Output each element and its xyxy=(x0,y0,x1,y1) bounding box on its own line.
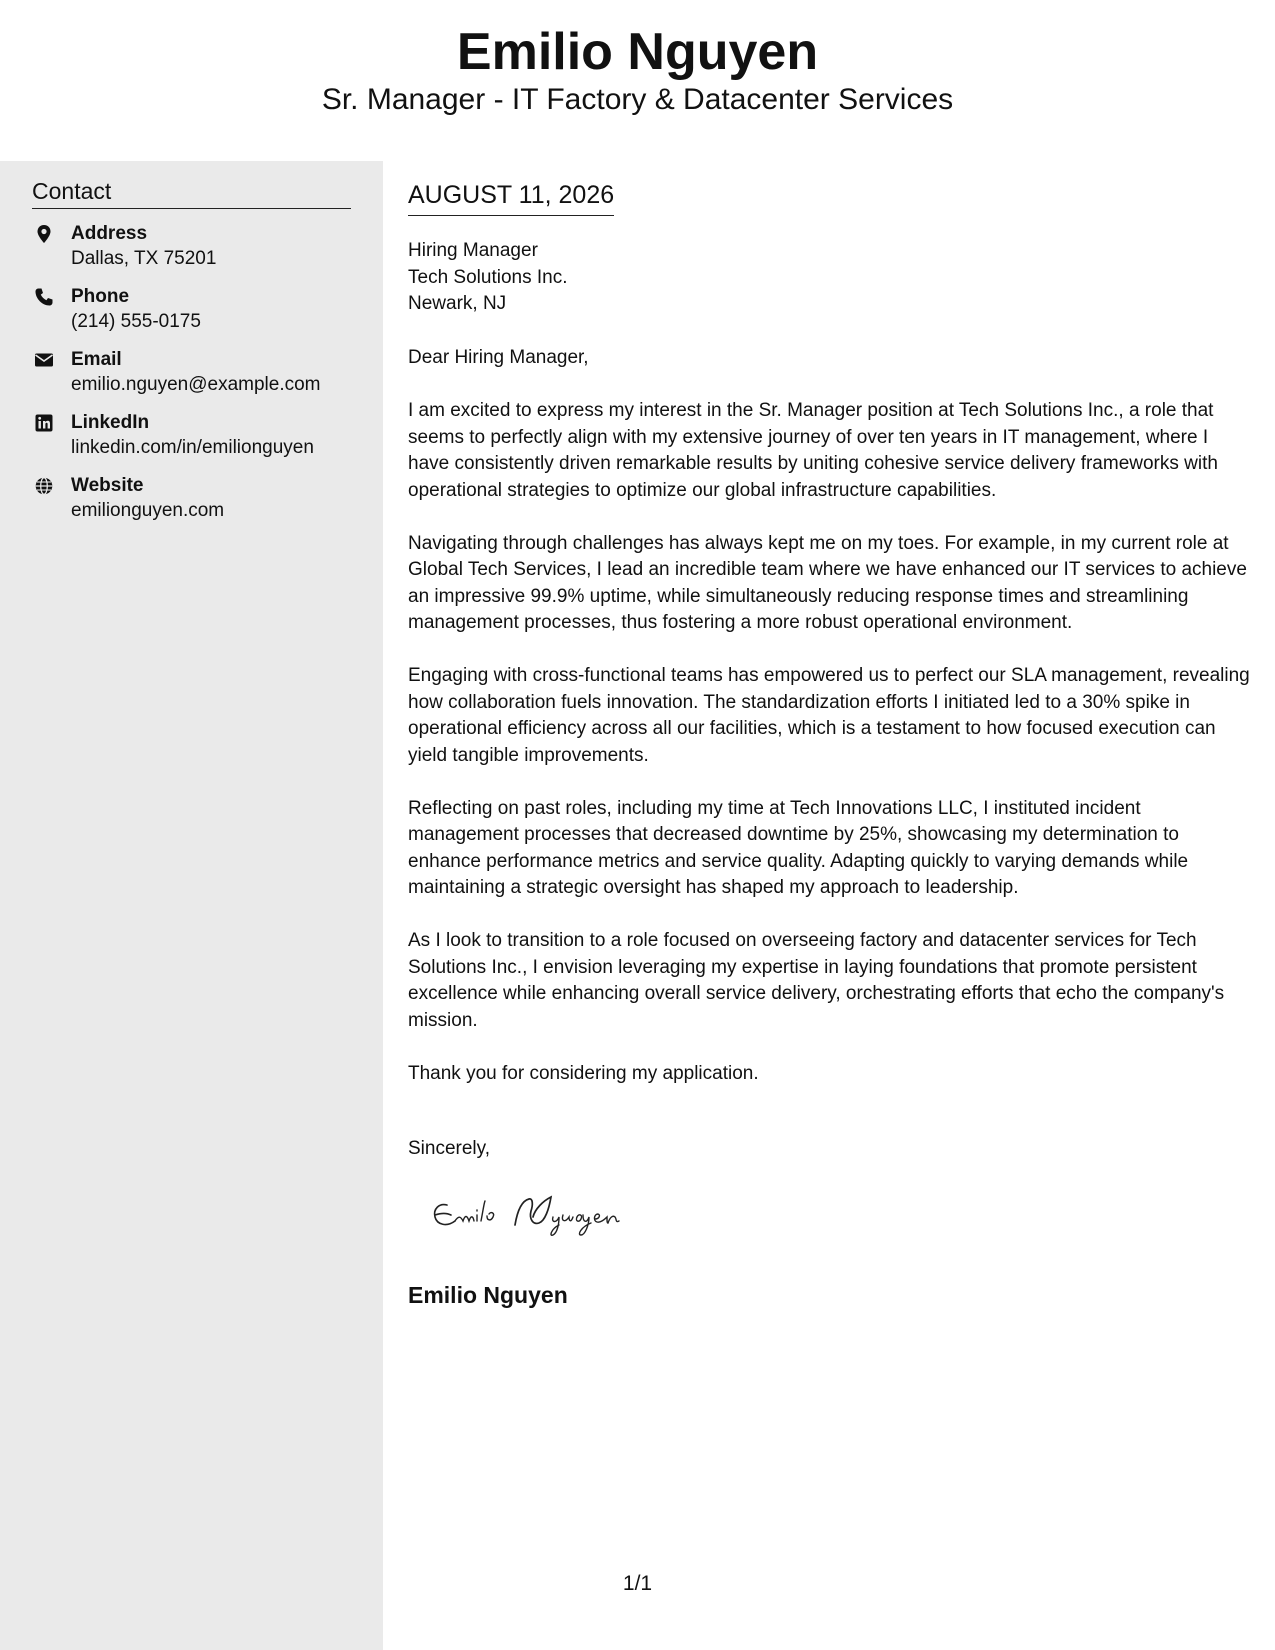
contact-value-address: Dallas, TX 75201 xyxy=(71,248,217,269)
contact-value-website: emilionguyen.com xyxy=(71,500,225,521)
applicant-name: Emilio Nguyen xyxy=(456,23,819,81)
contact-value-linkedin: linkedin.com/in/emilionguyen xyxy=(71,437,314,458)
linkedin-icon xyxy=(34,413,54,433)
signer-name: Emilio Nguyen xyxy=(408,1282,568,1308)
globe-icon xyxy=(34,476,54,496)
letter-paragraph: Engaging with cross-functional teams has empowered us to perfect our SLA management, revealing how collaboration fuels innovation. The standardization efforts I initiated led to a 30% spike in operational efficiency across all our facilities, which is a testament to how focused execution can yield tangible improvements. xyxy=(408,665,1250,766)
contact-label-linkedin: LinkedIn xyxy=(71,412,150,433)
letter-paragraph: Reflecting on past roles, including my time at Tech Innovations LLC, I instituted incident management processes that decreased downtime by 25%, showcasing my determination to enhance performance metrics and service quality. Adapting quickly to varying demands while maintaining a strategic oversight has shaped my approach to leadership. xyxy=(408,797,1189,898)
contact-label-website: Website xyxy=(71,475,144,496)
signature-image xyxy=(425,1185,665,1245)
letter-body xyxy=(408,398,1253,1114)
contact-value-phone: (214) 555-0175 xyxy=(71,311,201,332)
letter-paragraph: Navigating through challenges has always kept me on my toes. For example, in my current role at Global Tech Services, I lead an incredible team where we have enhanced our IT services to achieve an impressive 99.9% uptime, while simultaneously reducing response times and streamlining management processes, thus fostering a more robust operational environment. xyxy=(408,532,1247,633)
page-number: 1/1 xyxy=(622,1572,653,1595)
recipient-block xyxy=(408,238,567,318)
phone-icon xyxy=(34,287,54,307)
letter-closing: Sincerely, xyxy=(408,1138,491,1159)
contact-label-phone: Phone xyxy=(71,286,130,307)
letter-paragraph: I am excited to express my interest in the Sr. Manager position at Tech Solutions Inc., a role that seems to perfectly align with my extensive journey of over ten years in IT management, where I have consistently driven remarkable results by uniting cohesive service delivery frameworks with operational strategies to optimize our global infrastructure capabilities. xyxy=(408,400,1218,501)
letter-greeting: Dear Hiring Manager, xyxy=(408,347,589,368)
contact-heading: Contact xyxy=(32,176,351,209)
letter-paragraph: Thank you for considering my application. xyxy=(408,1062,759,1084)
envelope-icon xyxy=(34,350,54,370)
contact-value-email: emilio.nguyen@example.com xyxy=(71,374,321,395)
resume-header xyxy=(0,0,1275,160)
recipient-name: Hiring Manager xyxy=(408,240,538,261)
contact-label-address: Address xyxy=(71,223,148,244)
letter-paragraph: As I look to transition to a role focused on overseeing factory and datacenter services for Tech Solutions Inc., I envision leveraging my expertise in laying foundations that promote persistent excellence while enhancing overall service delivery, orchestrating efforts that echo the company's mission. xyxy=(408,930,1225,1031)
recipient-location: Newark, NJ xyxy=(408,293,507,314)
map-pin-icon xyxy=(34,224,54,244)
recipient-company: Tech Solutions Inc. xyxy=(408,266,568,288)
contact-label-email: Email xyxy=(71,349,122,370)
applicant-job-title: Sr. Manager - IT Factory & Datacenter Services xyxy=(321,83,954,116)
letter-date: AUGUST 11, 2026 xyxy=(408,179,614,216)
